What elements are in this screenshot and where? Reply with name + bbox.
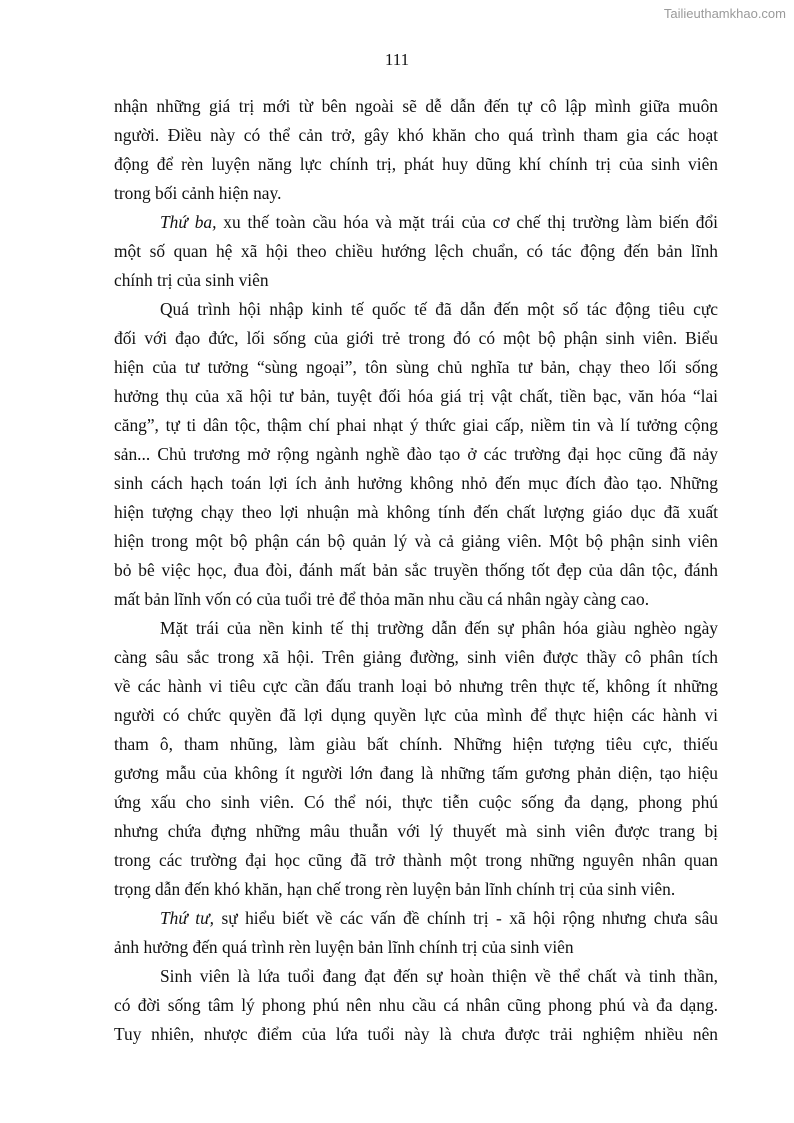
text-line: một số quan hệ xã hội theo chiều hướng lệch chuẩn, có tác động đến bản lĩnh	[114, 241, 718, 261]
text-line: động để rèn luyện năng lực chính trị, phát huy dũng khí chính trị của sinh viên	[114, 154, 718, 174]
italic-lead: Thứ tư,	[160, 908, 214, 928]
text-line: về các hành vi tiêu cực cần đấu tranh loại bỏ nhưng trên thực tế, không ít những	[114, 676, 718, 696]
text-line: tham ô, tham nhũng, làm giàu bất chính. Những hiện tượng tiêu cực, thiếu	[114, 734, 718, 754]
document-body	[114, 92, 718, 1049]
paragraph-6	[114, 962, 718, 1049]
text-line	[114, 208, 718, 237]
text-line: hiện của tư tưởng “sùng ngoại”, tôn sùng chủ nghĩa tư bản, chạy theo lối sống	[114, 357, 718, 377]
text-line: bỏ bê việc học, đua đòi, đánh mất bản sắc truyền thống tốt đẹp của dân tộc, đánh	[114, 560, 718, 580]
italic-lead: Thứ ba,	[160, 212, 217, 232]
text-line: càng sâu sắc trong xã hội. Trên giảng đường, sinh viên được thầy cô phân tích	[114, 647, 718, 667]
text-line: Quá trình hội nhập kinh tế quốc tế đã dẫn đến một số tác động tiêu cực	[160, 299, 718, 319]
text-line: trong các trường đại học cũng đã trở thành một trong những nguyên nhân quan	[114, 850, 718, 870]
paragraph-4	[114, 614, 718, 904]
text-line: mất bản lĩnh vốn có của tuổi trẻ để thỏa mãn nhu cầu cá nhân ngày càng cao.	[114, 589, 650, 609]
text-line: có đời sống tâm lý phong phú nên nhu cầu cá nhân cũng phong phú và đa dạng.	[114, 995, 718, 1015]
watermark: Tailieuthamkhao.com	[663, 6, 786, 21]
text-line: nhưng chứa đựng những mâu thuẫn với lý thuyết mà sinh viên được trang bị	[114, 821, 718, 841]
page-number: 111	[384, 50, 410, 69]
text-line	[114, 904, 718, 933]
text-line: hiện tượng chạy theo lợi nhuận mà không tính đến chất lượng giáo dục đã xuất	[114, 502, 718, 522]
text-line: gương mẫu của không ít người lớn đang là những tấm gương phản diện, tạo hiệu	[114, 763, 718, 783]
paragraph-1	[114, 92, 718, 208]
text-line: chính trị của sinh viên	[114, 270, 269, 290]
text-line: hiện trong một bộ phận cán bộ quản lý và cả giảng viên. Một bộ phận sinh viên	[114, 531, 718, 551]
text-line: người. Điều này có thể cản trở, gây khó khăn cho quá trình tham gia các hoạt	[114, 125, 718, 145]
text-line: Sinh viên là lứa tuổi đang đạt đến sự hoàn thiện về thể chất và tinh thần,	[160, 966, 718, 986]
text-line: sinh cách hạch toán lợi ích ảnh hưởng không nhỏ đến mục đích đào tạo. Những	[114, 473, 718, 493]
text-line: căng”, tự ti dân tộc, thậm chí phai nhạt ý thức giai cấp, niềm tin và lí tưởng cộng	[114, 415, 718, 435]
text-line: sản... Chủ trương mở rộng ngành nghề đào tạo ở các trường đại học cũng đã nảy	[114, 444, 718, 464]
text-line: trọng dẫn đến khó khăn, hạn chế trong rèn luyện bản lĩnh chính trị của sinh viên.	[114, 879, 676, 899]
paragraph-5-heading	[114, 904, 718, 962]
paragraph-2-heading	[114, 208, 718, 295]
text-line: người có chức quyền đã lợi dụng quyền lực của mình để thực hiện các hành vi	[114, 705, 718, 725]
text-line: ảnh hưởng đến quá trình rèn luyện bản lĩnh chính trị của sinh viên	[114, 937, 574, 957]
text-line: ứng xấu cho sinh viên. Có thể nói, thực tiễn cuộc sống đa dạng, phong phú	[114, 792, 718, 812]
text-run: sự hiểu biết về các vấn đề chính trị - xã hội rộng nhưng chưa sâu	[213, 908, 718, 928]
text-line: Tuy nhiên, nhược điểm của lứa tuổi này là chưa được trải nghiệm nhiều nên	[114, 1024, 718, 1044]
text-run: xu thế toàn cầu hóa và mặt trái của cơ chế thị trường làm biến đổi	[216, 212, 718, 232]
paragraph-3	[114, 295, 718, 614]
text-line: hưởng thụ của xã hội tư bản, tuyệt đối hóa giá trị vật chất, tiền bạc, văn hóa “lai	[114, 386, 718, 406]
text-line: nhận những giá trị mới từ bên ngoài sẽ dễ dẫn đến tự cô lập mình giữa muôn	[114, 96, 718, 116]
text-line: trong bối cảnh hiện nay.	[114, 183, 282, 203]
text-line: đối với đạo đức, lối sống của giới trẻ trong đó có một bộ phận sinh viên. Biểu	[114, 328, 718, 348]
text-line: Mặt trái của nền kinh tế thị trường dẫn đến sự phân hóa giàu nghèo ngày	[160, 618, 718, 638]
